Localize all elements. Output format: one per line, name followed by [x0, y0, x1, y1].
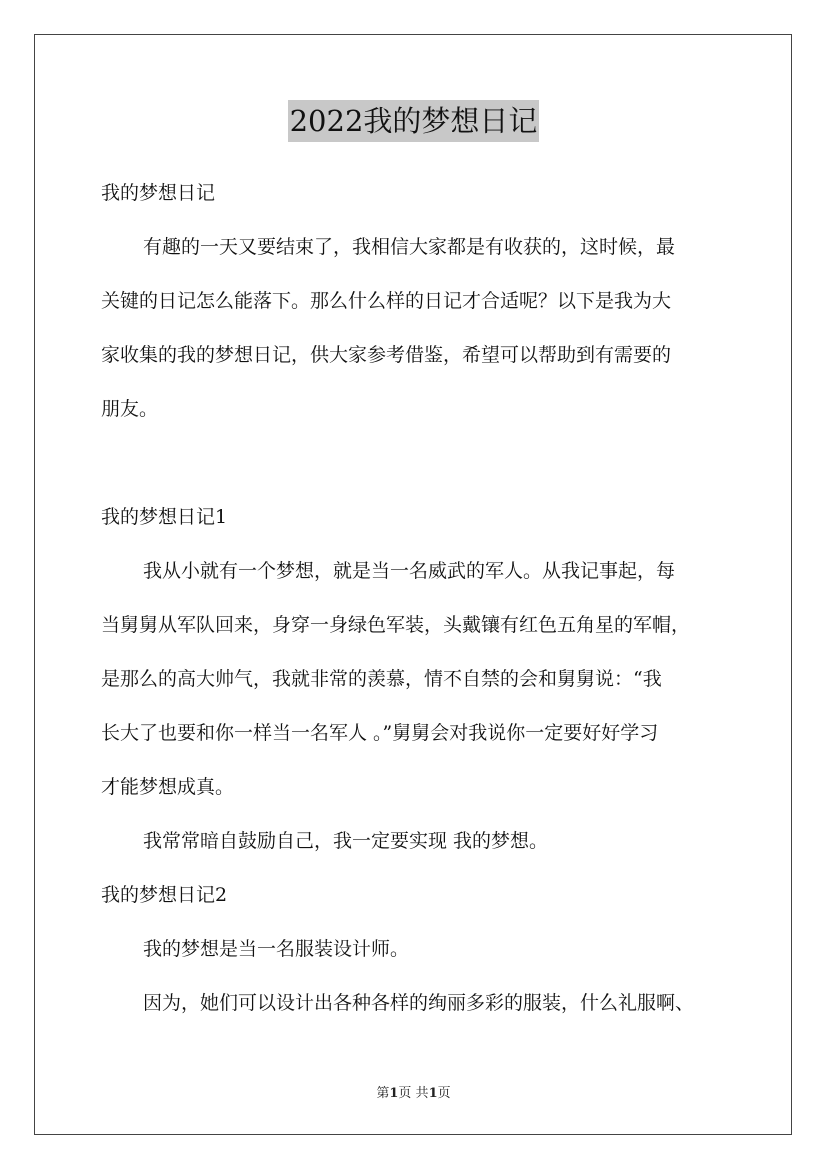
footer-middle: 页 共 [398, 1086, 429, 1101]
section1-line: 是那么的高大帅气，我就非常的羡慕，情不自禁的会和舅舅说：“我 [101, 668, 662, 690]
footer-page-number: 1 [389, 1086, 399, 1101]
section1-line: 我从小就有一个梦想，就是当一名威武的军人。从我记事起，每 [143, 560, 676, 582]
footer-prefix: 第 [376, 1086, 390, 1101]
intro-line: 关键的日记怎么能落下。那么什么样的日记才合适呢？以下是我为大 [101, 290, 672, 312]
intro-line: 有趣的一天又要结束了，我相信大家都是有收获的，这时候，最 [143, 236, 676, 258]
section1-heading: 我的梦想日记1 [101, 506, 228, 528]
section1-line: 当舅舅从军队回来，身穿一身绿色军装，头戴镶有红色五角星的军帽， [101, 614, 691, 636]
footer-suffix: 页 [437, 1086, 451, 1101]
document-title: 2022我的梦想日记 [288, 100, 540, 142]
paragraph-gap [101, 441, 731, 495]
document-body [101, 171, 731, 1035]
section1-line: 才能梦想成真。 [101, 776, 235, 798]
title-container [0, 100, 827, 142]
section1-paragraph-2: 我常常暗自鼓励自己，我一定要实现 我的梦想。 [143, 830, 549, 852]
intro-heading: 我的梦想日记 [101, 182, 216, 204]
intro-line: 朋友。 [101, 398, 159, 420]
footer-total-pages: 1 [428, 1086, 438, 1101]
section1-line: 长大了也要和你一样当一名军人 。”舅舅会对我说你一定要好好学习 [101, 722, 659, 744]
intro-line: 家收集的我的梦想日记，供大家参考借鉴，希望可以帮助到有需要的 [101, 344, 672, 366]
section2-paragraph-2: 因为，她们可以设计出各种各样的绚丽多彩的服装，什么礼服啊、 [143, 992, 695, 1014]
section2-heading: 我的梦想日记2 [101, 884, 228, 906]
section2-paragraph-1: 我的梦想是当一名服装设计师。 [143, 938, 410, 960]
page-footer [0, 1082, 827, 1101]
